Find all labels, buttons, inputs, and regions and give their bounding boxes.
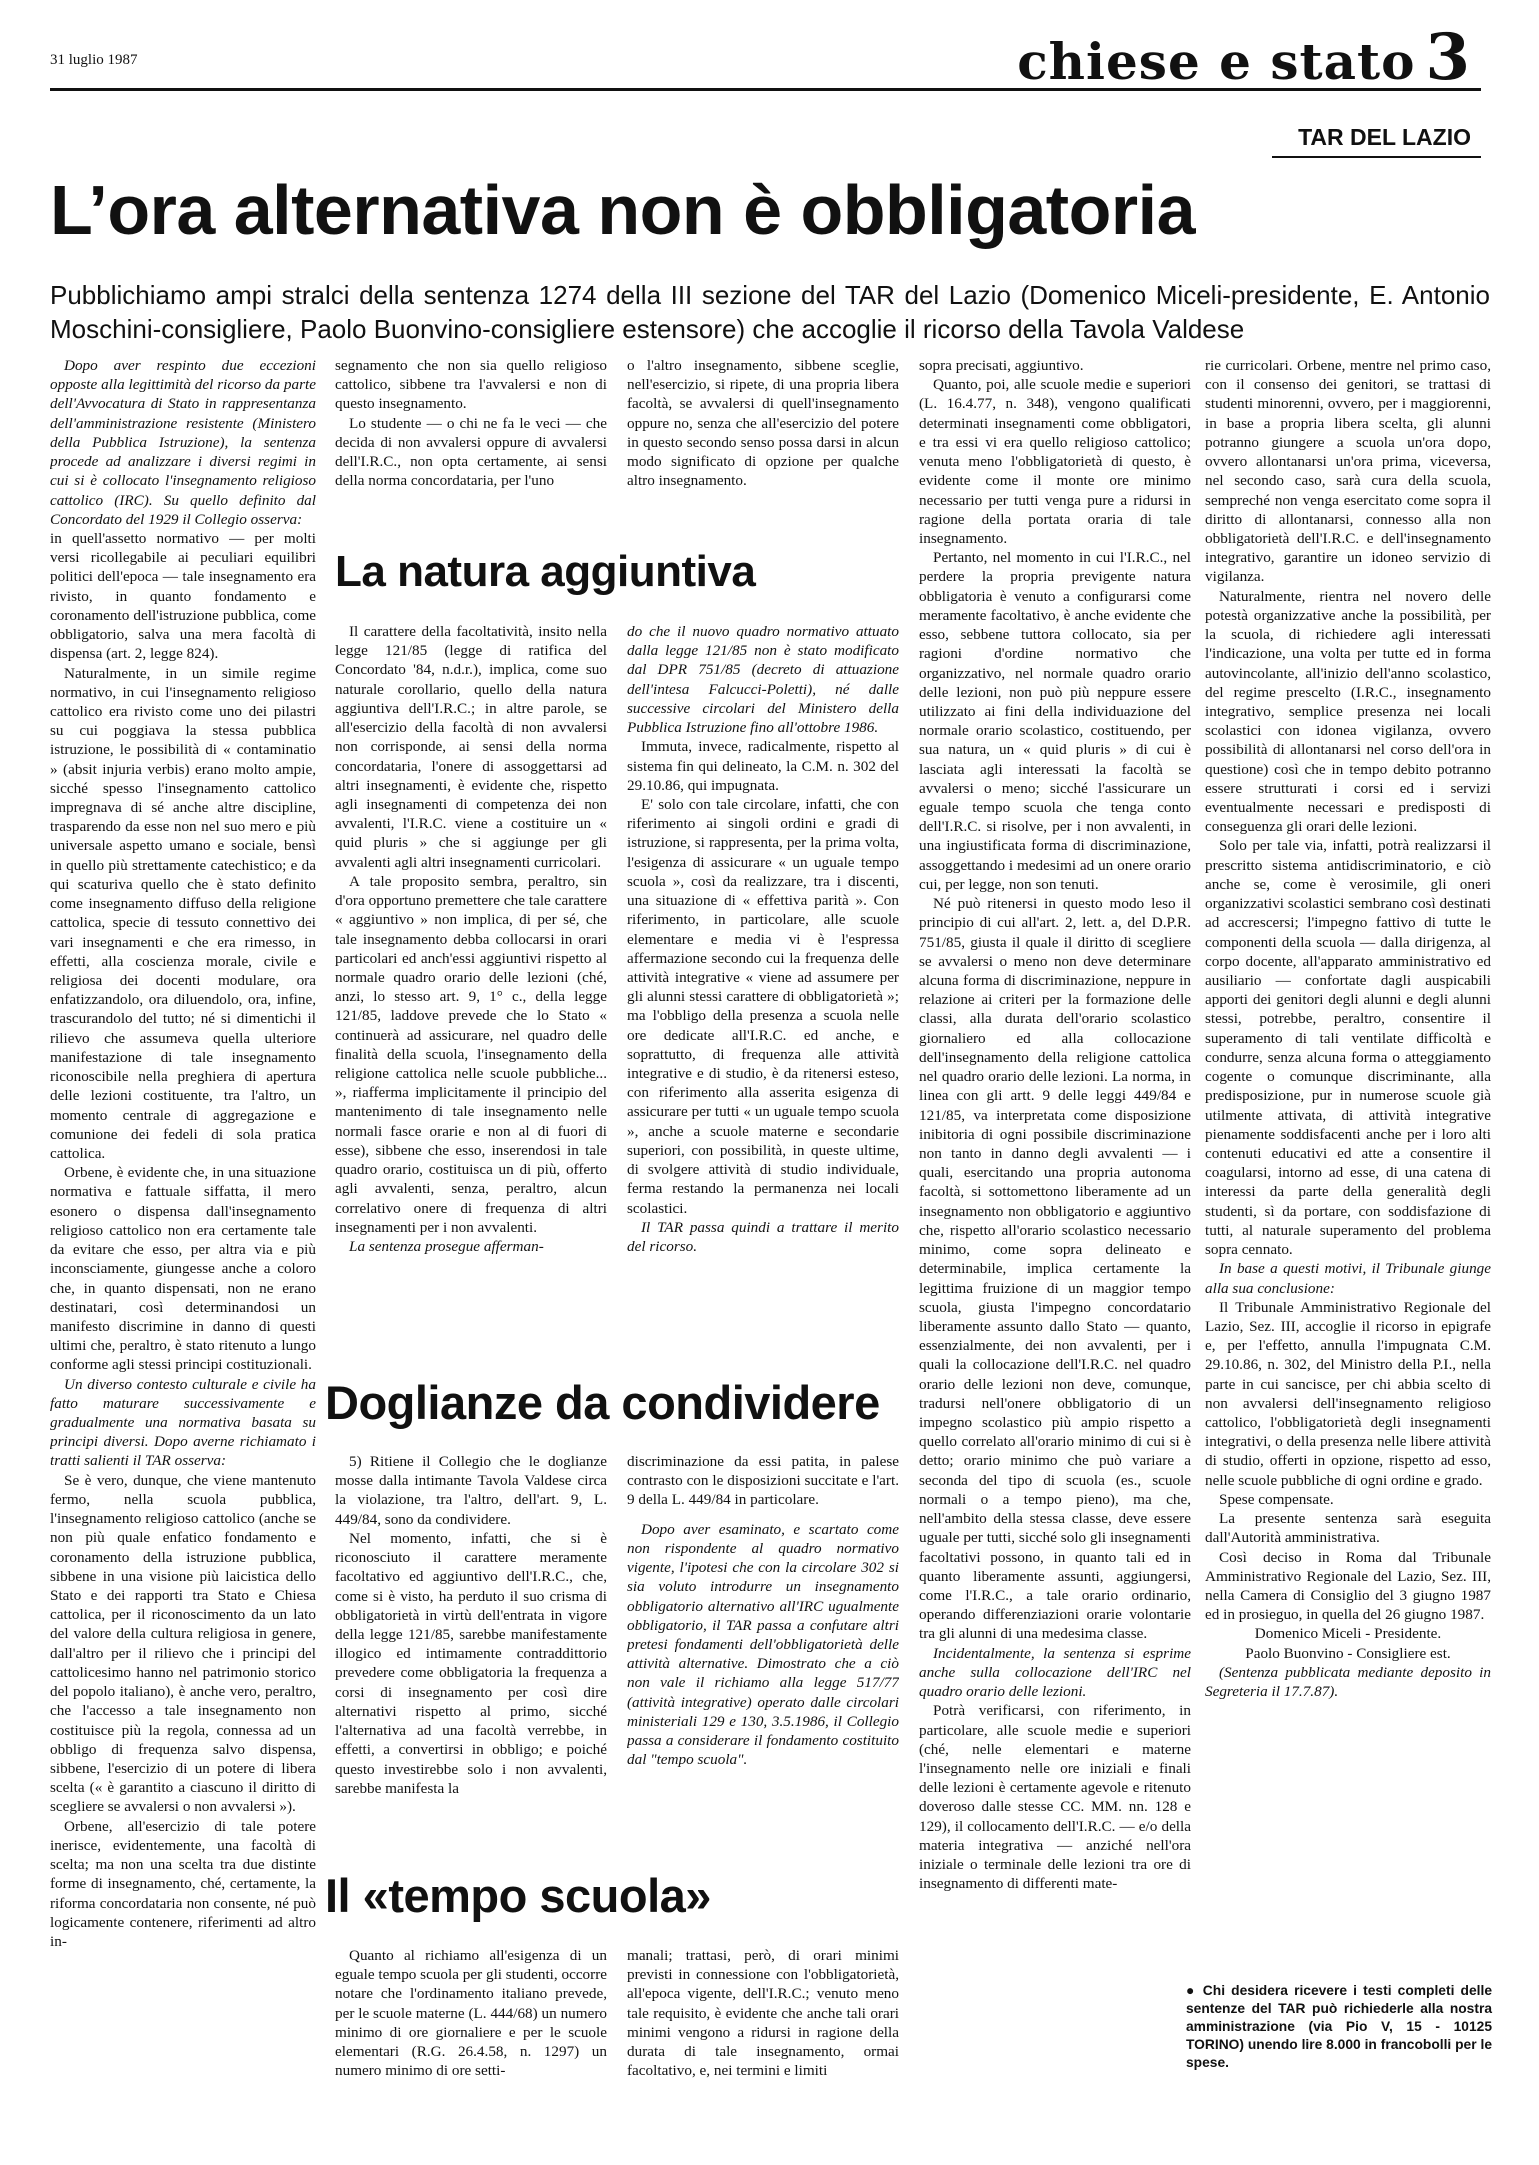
body-paragraph: Pertanto, nel momento in cui l'I.R.C., nel perdere la propria previgente natura obbligatoria è venuto a configurarsi come meramente facoltativo, è anche evidente che esso, sebbene tuttora collocato, sia per ragioni d'ordine normativo che organizzativo, nel normale quadro orario delle lezioni, non può più neppure essere utilizzato ai fini della individuazione del normale orario scolastico, costituendo, per sua natura, un « quid pluris » di cui è lasciata agli interessati la facoltà se avvalersi o meno; sicché l'assicurare un eguale tempo scuola che tenga conto dell'I.R.C. si risolve, per i non avvalenti, in una ingiustificata forma di discriminazione, assoggettando i medesimi ad un onere orario cui, per legge, non son tenuti. (919, 549, 1191, 893)
body-paragraph: A tale proposito sembra, peraltro, sin d'ora opportuno premettere che tale carattere « aggiuntivo » non implica, di per sé, che tale insegnamento debba collocarsi in orari particolari ed anch'essi aggiuntivi rispetto al normale quadro orario delle lezioni (ché, anzi, lo stesso art. 9, 1° c., della legge 121/85, laddove prevede che lo Stato « continuerà ad assicurare, nel quadro delle finalità della scuola, l'insegnamento della religione cattolica nelle scuole pubbliche... », riafferma implicitamente il principio del mantenimento di tale insegnamento nelle normali fasce orarie e non al di fuori di esse), sibbene che esso, inserendosi in tale quadro orario, costituisca un di più, offerto agli avvalenti, senza, peraltro, alcun correlativo onere di frequenza di altri insegnamenti per i non avvalenti. (335, 872, 607, 1236)
editorial-bridge: Un diverso contesto culturale e civile ha fatto maturare successivamente e gradualmente una normativa basata su principi diversi. Dopo averne richiamato i tratti salienti il TAR osserva: (50, 1375, 316, 1470)
subhead-tempo-scuola: Il «tempo scuola» (325, 1869, 711, 1922)
body-paragraph: Quanto, poi, alle scuole medie e superiori (L. 16.4.77, n. 348), vengono qualificati determinati insegnamenti come obbligatori, e tra essi vi era quello religioso cattolico; venuta meno l'obbligatorietà di questo, è evidente come il monte ore minimo necessario per tutti venga pure a ridursi in ragione della portata oraria di tale insegnamento. (919, 376, 1191, 547)
signature-counsellor: Paolo Buonvino - Consigliere est. (1245, 1644, 1451, 1662)
ruling-place-date: Così deciso in Roma dal Tribunale Amministrativo Regionale del Lazio, Sez. III, nella Camera di Consiglio del 3 giugno 1987 ed in prosieguo, in quella del 26 giugno 1987. (1205, 1548, 1491, 1624)
body-paragraph: manali; trattasi, però, di orari minimi previsti in connessione con l'obbligatorietà, all'epoca vigente, dell'I.R.C.; venuto meno tale requisito, è evidente che anche tali orari minimi vengono a ridursi in ragione della durata di tale insegnamento, ormai facoltativo, e, nei termini e limiti (627, 1947, 899, 2080)
section-title (1017, 20, 1471, 95)
body-paragraph: Il carattere della facoltatività, insito nella legge 121/85 (legge di ratifica del Concordato '84, n.d.r.), implica, come suo naturale corollario, quello della natura aggiuntiva dell'I.R.C.; in altre parole, se all'esercizio della facoltà di non avvalersi non corrisponde, ai sensi della norma concordataria, l'onere di assoggettarsi ad altri insegnamenti, è evidente che, rispetto agli insegnamenti di competenza dei non avvalenti, l'I.R.C. viene a costituire un « quid pluris » che si aggiunge per gli avvalenti agli altri insegnamenti curricolari. (335, 623, 607, 871)
subscription-note: ● Chi desidera ricevere i testi completi delle sentenze del TAR può richiederle alla nostra amministrazione (via Pio V, 15 - 10125 TORINO) unendo lire 8.000 in francobolli per le spese. (1186, 1983, 1492, 2070)
body-paragraph: rie curricolari. Orbene, mentre nel primo caso, con il consenso dei genitori, se trattasi di studenti minorenni, ovvero, per i maggiorenni, in base a propria libera scelta, gli alunni potranno giungere a scuola un'ora dopo, ovvero allontanarsi un'ora prima, viceversa, nel secondo caso, sarà cura della scuola, sempreché non venga esercitato come sopra il diritto di allontanarsi, connesso alla non obbligatorietà dell'I.R.C. e dell'insegnamento integrativo, garantire un idoneo servizio di vigilanza. (1205, 357, 1491, 586)
editorial-bridge: Incidentalmente, la sentenza si esprime anche sulla collocazione dell'IRC nel quadro orario delle lezioni. (919, 1644, 1191, 1701)
intro-paragraph: Dopo aver respinto due eccezioni opposte alla legittimità del ricorso da parte dell'Avvocatura di Stato in rappresentanza dell'amministrazione resistente (Ministero della Pubblica Istruzione), la sentenza procede ad analizzare i diversi regimi in cui si è collocato l'insegnamento religioso cattolico (IRC). Su quello definito dal Concordato del 1929 il Collegio osserva: (50, 357, 316, 528)
column-3-doglianze (627, 1452, 899, 1852)
ruling-paragraph: Il Tribunale Amministrativo Regionale del Lazio, Sez. III, accoglie il ricorso in epigrafe e, per l'effetto, annulla l'impugnata C.M. 29.10.86, n. 302, del Ministro della P.I., nella parte in cui sancisce, per chi abbia scelto di non avvalersi dell'insegnamento religioso cattolico, l'obbligatorietà degli insegnamenti integrativi, o della presenza nelle libere attività di studio, offerti in opzione, rispetto ad esso, nelle scuole pubbliche di ogni ordine e grado. (1205, 1298, 1491, 1489)
body-paragraph: Solo per tale via, infatti, potrà realizzarsi il prescritto sistema antidiscriminatorio, e ciò anche se, come è verosimile, gli oneri organizzativi scolastici sembrano così destinati ad accrescersi; l'impegno fattivo di tutte le componenti della scuola — dalla dirigenza, al corpo docente, all'apparato amministrativo ed ausiliario — confortate dagli auspicabili apporti dei genitori degli alunni e degli alunni stessi, potrebbe, peraltro, consentire il superamento di tali ventilate difficoltà e condurre, senza alcuna forma o atteggiamento cogente o comunque discriminante, alla predisposizione, pur in numerose scuole già utilmente attivata, di attività integrative pienamente soddisfacenti anche per i loro alti contenuti educativi ed atte a consentire il coagularsi, intorno ad esse, di una catena di interessi da parte della generalità degli studenti, sì da portare, con soddisfazione di tutti, al naturale superamento del problema sopra cennato. (1205, 837, 1491, 1259)
subhead-natura-aggiuntiva: La natura aggiuntiva (335, 547, 756, 596)
body-paragraph: Quanto al richiamo all'esigenza di un eguale tempo scuola per gli studenti, occorre notare che l'ordinamento italiano prevede, per le scuole materne (L. 444/68) un numero minimo di ore giornaliere e per le scuole elementari (R.G. 26.4.58, n. 1297) un numero minimo di ore setti- (335, 1947, 607, 2080)
signature-president: Domenico Miceli - Presidente. (1254, 1625, 1442, 1643)
column-2-top (335, 356, 607, 516)
page-number: 3 (1425, 20, 1471, 95)
column-3-top (627, 356, 899, 516)
body-paragraph: o l'altro insegnamento, sibbene sceglie, nell'esercizio, si ripete, di una propria libera facoltà, se avvalersi di quell'insegnamento oppure no, senza che all'esercizio del potere in questo secondo senso possa darsi in alcun modo significato di opzione per qualche altro insegnamento. (627, 357, 899, 490)
editorial-bridge: Dopo aver esaminato, e scartato come non rispondente al quadro normativo vigente, l'ipotesi che con la circolare 302 si sia voluto introdurre un insegnamento obbligatorio alternativo all'IRC ugualmente obbligatorio, il TAR passa a confutare altri pretesi fondamenti dell'obbligatorietà delle attività alternative. Dimostrato che a ciò non vale il richiamo alla legge 517/77 (attività integrative) operato dalle circolari ministeriali 129 e 130, 3.5.1986, il Collegio passa a considerare il fondamento costituito dal "tempo scuola". (627, 1520, 899, 1769)
body-paragraph: E' solo con tale circolare, infatti, che con riferimento ai singoli ordini e gradi di istruzione, si rappresenta, per la prima volta, l'esigenza di assicurare « un uguale tempo scuola », così da realizzare, tra i discenti, una situazione di « effettiva parità ». Con riferimento, in particolare, alle scuole elementare e media vi è l'espressa affermazione secondo cui la frequenza delle attività integrative « viene ad assumere per gli alunni stessi carattere di obbligatorietà »; ma l'obbligo della presenza a scuola nelle ore dedicate all'I.R.C. ed anche, e soprattutto, di frequenza alle attività integrative e di studio, è da ritenersi esteso, con riferimento alla asserita esigenza di assicurare per tutti « un uguale tempo scuola », anche a scuole materne e secondarie superiori, con possibilità, in queste ultime, di svolgere attività di studio individuale, ferma restando la permanenza nei locali scolastici. (627, 795, 899, 1217)
kicker: TAR DEL LAZIO (1298, 124, 1471, 150)
subhead-doglianze: Doglianze da condividere (325, 1376, 880, 1429)
body-paragraph: segnamento che non sia quello religioso cattolico, sibbene tra l'avvalersi e non di questo insegnamento. (335, 357, 607, 413)
kicker-rule (1272, 156, 1481, 158)
body-paragraph: Naturalmente, in un simile regime normativo, in cui l'insegnamento religioso cattolico era rivisto come uno dei pilastri su cui poggiava la stessa pubblica istruzione, le possibilità di « contaminatio » (absit injuria verbis) erano molto ampie, sicché spesso l'insegnamento cattolico impregnava di sé anche altre discipline, trasparendo da esse non nel suo mero e più universale aspetto umano e sociale, bensì in quello più strettamente catechistico; e da qui scaturiva quello che è stato definito come insegnamento diffuso della religione cattolica, specie di tessuto connettivo dei vari insegnamenti e che era rimesso, in effetti, alla coscienza morale, civile e religiosa dei docenti modulare, ora enfatizzandolo, ora diluendolo, ora, infine, trascurandolo del tutto; né si dimentichi il rilievo che assumeva quella ulteriore manifestazione di tale insegnamento riconoscibile nella preghiera di apertura delle lezioni costituente, tra l'altro, un momento centrale di aggregazione e comunione dei fedeli di sola pratica cattolica. (50, 664, 316, 1162)
body-paragraph: Immuta, invece, radicalmente, rispetto al sistema fin qui delineato, la C.M. n. 302 del 29.10.86, qui impugnata. (627, 738, 899, 794)
body-paragraph: Né può ritenersi in questo modo leso il principio di cui all'art. 2, lett. a, del D.P.R. 751/85, giusta il quale il diritto di scegliere se avvalersi o meno non deve determinare alcuna forma di discriminazione, neppure in relazione ai criteri per la formazione delle classi, alla durata dell'orario scolastico giornaliero ed alla collocazione dell'insegnamento della religione cattolica nel quadro orario delle lezioni. La norma, in linea con gli artt. 9 delle leggi 449/84 e 121/85, va interpretata come disposizione inibitoria di ogni possibile discriminazione non tanto in danno degli avvalenti — i quali, esercitando una propria autonoma facoltà, si sottomettono liberamente ad un insegnamento non obbligatorio e aggiuntivo che, rispetto all'orario scolastico necessario minimo, come sopra delineato e determinabile, implica certamente la legittima fruizione di un maggior tempo scuola, giusta l'impegno concordatario liberamente assunto dallo Stato — quanto, essenzialmente, dei non avvalenti, per i quali la collocazione dell'I.R.C. nel quadro orario delle lezioni non deve, comunque, tradursi nell'onere obbligatorio di un impegno scolastico più ampio rispetto a quello correlato all'orario minimo di cui si è detto; orario minimo che può variare a seconda del tipo di scuola (es., scuole normali o a tempo pieno), ma che, nell'ambito della stessa classe, deve essere uguale per tutti, sicché solo gli insegnamenti facoltativi possono, in quanto tali ed in quanto liberamente assunti, aggiungersi, come l'I.R.C., a tale orario ordinario, operando differenziazioni orarie volontarie tra gli alunni di una medesima classe. (919, 895, 1191, 1643)
column-4 (919, 356, 1191, 2146)
section-name: chiese e stato (1017, 32, 1416, 91)
body-paragraph: Orbene, all'esercizio di tale potere inerisce, evidentemente, una facoltà di scelta; ma non una scelta tra due distinte forme di insegnamento, ché, certamente, la riforma concordataria non consente, né può logicamente contenere, riferimenti ad altro in- (50, 1817, 316, 1950)
ruling-execution: La presente sentenza sarà eseguita dall'Autorità amministrativa. (1205, 1510, 1491, 1547)
headline: L’ora alternativa non è obbligatoria (50, 171, 1195, 249)
body-paragraph: Lo studente — o chi ne fa le veci — che decida di non avvalersi oppure di avvalersi dell'I.R.C., non opta certamente, ai sensi della norma concordataria, per l'uno (335, 414, 607, 490)
column-2-mid (335, 622, 607, 1337)
editorial-bridge: In base a questi motivi, il Tribunale giunge alla sua conclusione: (1205, 1260, 1491, 1297)
body-paragraph: Potrà verificarsi, con riferimento, in particolare, alle scuole medie e superiori (ché, nelle elementari e materne l'insegnamento nelle ore iniziali e finali delle lezioni è certamente agevole e ritenuto doveroso dalle stesse CC. MM. nn. 128 e 129), il collocamento dell'I.R.C. — e/o della materia integrativa — anziché nell'ora iniziale o terminale delle lezioni tra ore di insegnamento di differenti mate- (919, 1702, 1191, 1893)
body-paragraph: Nel momento, infatti, che si è riconosciuto il carattere meramente facoltativo ed aggiuntivo dell'I.R.C., che, come si è visto, ha perduto il suo crisma di obbligatorietà in virtù dell'entrata in vigore della legge 121/85, sarebbe manifestamente illogico ed intimamente contraddittorio prevedere come obbligatoria la frequenza a corsi di insegnamento per così dire alternativi rispetto al primo, sicché l'alternativa ad una facoltà verrebbe, in effetti, a convertirsi in obbligo; e poiché questo investirebbe solo i non avvalenti, sarebbe manifesta la (335, 1529, 607, 1797)
column-2-doglianze (335, 1452, 607, 1852)
issue-date: 31 luglio 1987 (50, 52, 138, 68)
body-paragraph: sopra precisati, aggiuntivo. (919, 357, 1084, 374)
body-paragraph: Se è vero, dunque, che viene mantenuto fermo, nella scuola pubblica, l'insegnamento religioso cattolico (anche se non più quale enfatico fondamento e coronamento della istruzione pubblica, sibbene in una visione più laicistica dello Stato e dei rapporti tra Stato e Chiesa cattolica, per il riconoscimento da un lato del valore della cultura religiosa in genere, dall'altro per il rilievo che i principi del cattolicesimo hanno nel patrimonio storico del popolo italiano), è anche vero, peraltro, che l'accesso a tale insegnamento non costituisce più la regola, connessa ad un obbligo di frequenza salvo dispensa, sibbene, l'esercizio di un potere di libera scelta (« è garantito a ciascuno il diritto di scegliere se avvalersi o non avvalersi »). (50, 1471, 316, 1816)
column-3-mid (627, 622, 899, 1337)
editorial-bridge: do che il nuovo quadro normativo attuato dalla legge 121/85 non è stato modificato dal DPR 751/85 (decreto di attuazione dell'intesa Falcucci-Poletti), né dalle successive circolari del Ministero della Pubblica Istruzione fino all'ottobre 1986. (627, 623, 899, 737)
column-2-tempo (335, 1946, 607, 2146)
column-1 (50, 356, 316, 2146)
column-5 (1205, 356, 1491, 1976)
column-3-tempo (627, 1946, 899, 2146)
standfirst: Pubblichiamo ampi stralci della sentenza 1274 della III sezione del TAR del Lazio (Domenico Miceli-presidente, E. Antonio Moschini-consigliere, Paolo Buonvino-consigliere estensore) che accoglie il ricorso della Tavola Valdese (50, 280, 1490, 345)
body-paragraph: in quell'assetto normativo — per molti versi ricollegabile ai peculiari equilibri politici dell'epoca — tale insegnamento era rivisto, in quanto fondamento e coronamento dell'istruzione pubblica, come obbligatorio, salva una mera facoltà di dispensa (art. 2, legge 824). (50, 529, 316, 663)
masthead-rule (50, 88, 1481, 91)
editorial-bridge: Il TAR passa quindi a trattare il merito del ricorso. (627, 1218, 899, 1255)
ruling-costs: Spese compensate. (1219, 1490, 1334, 1508)
body-paragraph: 5) Ritiene il Collegio che le doglianze mosse dalla intimante Tavola Valdese circa la violazione, tra l'altro, dell'art. 9, L. 449/84, sono da condividere. (335, 1453, 607, 1528)
body-paragraph: discriminazione da essi patita, in palese contrasto con le disposizioni succitate e l'art. 9 della L. 449/84 in particolare. (627, 1453, 899, 1509)
publication-note: (Sentenza pubblicata mediante deposito in Segreteria il 17.7.87). (1205, 1663, 1491, 1701)
body-paragraph: Naturalmente, rientra nel novero delle potestà organizzative anche la possibilità, per la scuola, di richiedere agli interessati l'indicazione, una volta per tutte ed in forma autovincolante, all'inizio dell'anno scolastico, del regime prescelto (I.R.C., insegnamento integrativo, semplice presenza nei locali scolastici con idonea vigilanza, ovvero possibilità di allontanarsi nel corso dell'ora in questione) così che in tempo debito potranno essere strutturati i corsi ed i servizi eventualmente necessari e predisposti di conseguenza gli orari delle lezioni. (1205, 587, 1491, 836)
editorial-bridge: La sentenza prosegue afferman- (349, 1238, 544, 1255)
body-paragraph: Orbene, è evidente che, in una situazione normativa e fattuale siffatta, il mero esonero o dispensa dall'insegnamento religioso cattolico non era certamente tale da evitare che esso, per altra via e più inconsciamente, giungesse anche a coloro che, in quanto dispensati, non ne erano destinatari, così determinandosi un manifesto discrimine in danno di questi ultimi che, peraltro, è stato ritenuto a lungo conforme agli stessi principi costituzionali. (50, 1164, 316, 1374)
